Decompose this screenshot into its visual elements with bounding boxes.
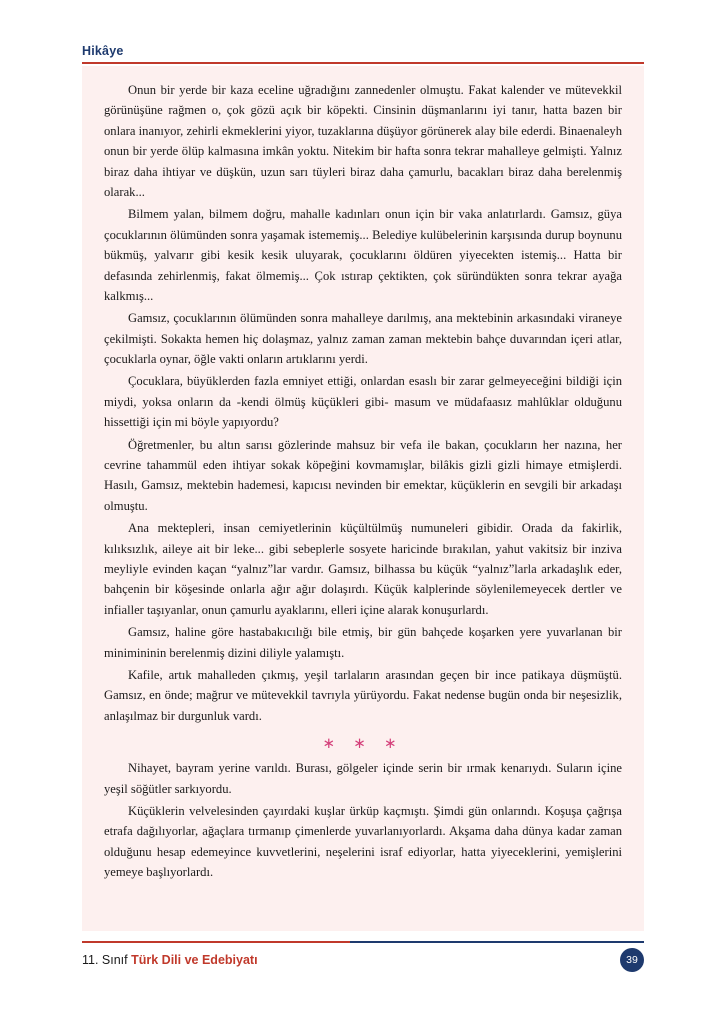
paragraph: Çocuklara, büyüklerden fazla emniyet ettiği, onlardan esaslı bir zarar gelmeyeceğini bildiği için miydi, yoksa onların da -kendi ölmüş küçükleri gibi- masum ve müdafaasız mahlûklar olduğunu hissettiği için mi böyle yapıyordu? [104,374,622,430]
footer-label [82,953,258,967]
content-panel [82,66,644,931]
paragraph: Ana mektepleri, insan cemiyetlerinin küçültülmüş numuneleri gibidir. Orada da fakirlik, kılıksızlık, aileye ait bir leke... gibi sebeplerle sosyete haricinde bırakılan, yahut vakitsiz bir inziva meyliyle evinden kaçan “yalnız”lar vardır. Gamsız, bilhassa bu küçük “yalnız”larla arkadaşlık eder, bahçenin bir köşesinde onlarla ağır ağır dolaşırdı. Küçük kalplerinde söylenilemeyecek dertler ve infialler taşıyanlar, onun çamurlu ayaklarını, elleri içine alarak konuşurlardı. [104,521,622,617]
paragraph: Küçüklerin velvelesinden çayırdaki kuşlar ürküp kaçmıştı. Şimdi gün onlarındı. Koşuşa çağrışa etrafa dağılıyorlar, ağaçlara tırmanıp çimenlerde yuvarlanıyorlardı. Akşama daha dünya kadar zaman olduğunu hesap edemeyince kuvvetlerini, neşelerini israf ediyorlar, hatta yiyeceklerini, yemişlerini yemeye başlıyorlardı. [104,803,622,880]
paragraph: Nihayet, bayram yerine varıldı. Burası, gölgeler içinde serin bir ırmak kenarıydı. Suların içine yeşil söğütler sarkıyordu. [104,761,622,796]
paragraph: Gamsız, çocuklarının ölümünden sonra mahalleye darılmış, ana mektebinin arkasındaki viraneye çekilmişti. Sokakta hemen hiç dolaşmaz, yalnız zaman zaman mektebin bahçe duvarından içeri atlar, çocuklarla oynar, öğle vakti onların artıklarını yerdi. [104,311,622,367]
footer-grade: 11. Sınıf [82,953,132,967]
footer-divider [82,941,644,943]
content-inner [82,66,644,894]
paragraph: Kafile, artık mahalleden çıkmış, yeşil tarlaların arasından geçen bir ince patikaya düşmüştü. Gamsız, en önde; mağrur ve mütevekkil tavrıyla yürüyordu. Fakat nedense bugün onda bir neşesizlik, anlaşılmaz bir durgunluk vardı. [104,667,622,723]
paragraph: Onun bir yerde bir kaza eceline uğradığını zannedenler olmuştu. Fakat kalender ve mütevekkil görünüşüne rağmen o, çok gözü açık bir köpekti. Cinsinin düşmanlarını iyi tanır, hatta bazen bir onlara inanıyor, zehirli ekmeklerini yiyor, tuzaklarına düşüyor görünerek alay bile ederdi. Binaenaleyh onun bir yerde ölüp kalmasına imkân yoktu. Nitekim bir hafta sonra tekrar mahalleye gelmişti. Yalnız biraz daha ihtiyar ve düşkün, uzun sarı tüyleri biraz daha çamurlu, bacakları biraz daha berelenmiş olarak... [104,83,622,199]
paragraph: Gamsız, haline göre hastabakıcılığı bile etmiş, bir gün bahçede koşarken yere yuvarlanan bir minimininin berelenmiş dizini diliyle yalamıştı. [104,625,622,660]
page-header [82,44,644,64]
footer-divider-blue [350,941,644,943]
page-number-badge: 39 [620,948,644,972]
section-divider-asterisks: ∗ ∗ ∗ [322,735,404,753]
paragraph: Öğretmenler, bu altın sarısı gözlerinde mahsuz bir vefa ile bakan, çocukların her nazına, her cevrine tahammül eden ihtiyar sokak köpeğini kovmamışlar, bilâkis gizli gizli himaye etmişlerdi. Hasılı, Gamsız, mektebin hademesi, kapıcısı nevinden bir emektar, küçüklerin en sevgili bir arkadaşı olmuştu. [104,437,622,513]
footer-divider-red [82,941,350,943]
paragraph: Bilmem yalan, bilmem doğru, mahalle kadınları onun için bir vaka anlatırlardı. Gamsız, güya çocuklarının ölümünden sonra yaşamak istememiş... Belediye kulübelerinin karşısında durup boynunu bükmüş, yalvarır gibi kesik kesik uluyarak, çocuklarını öldüren yiyecekten istemiş... Hatta bir defasında zehirlenmiş, fakat ölmemiş... Çok ıstırap çektikten, çok süründükten sonra tekrar ayağa kalkmış... [104,207,622,303]
section-title: Hikâye [82,44,124,58]
header-divider [82,62,644,64]
footer-subject: Türk Dili ve Edebiyatı [131,953,258,967]
